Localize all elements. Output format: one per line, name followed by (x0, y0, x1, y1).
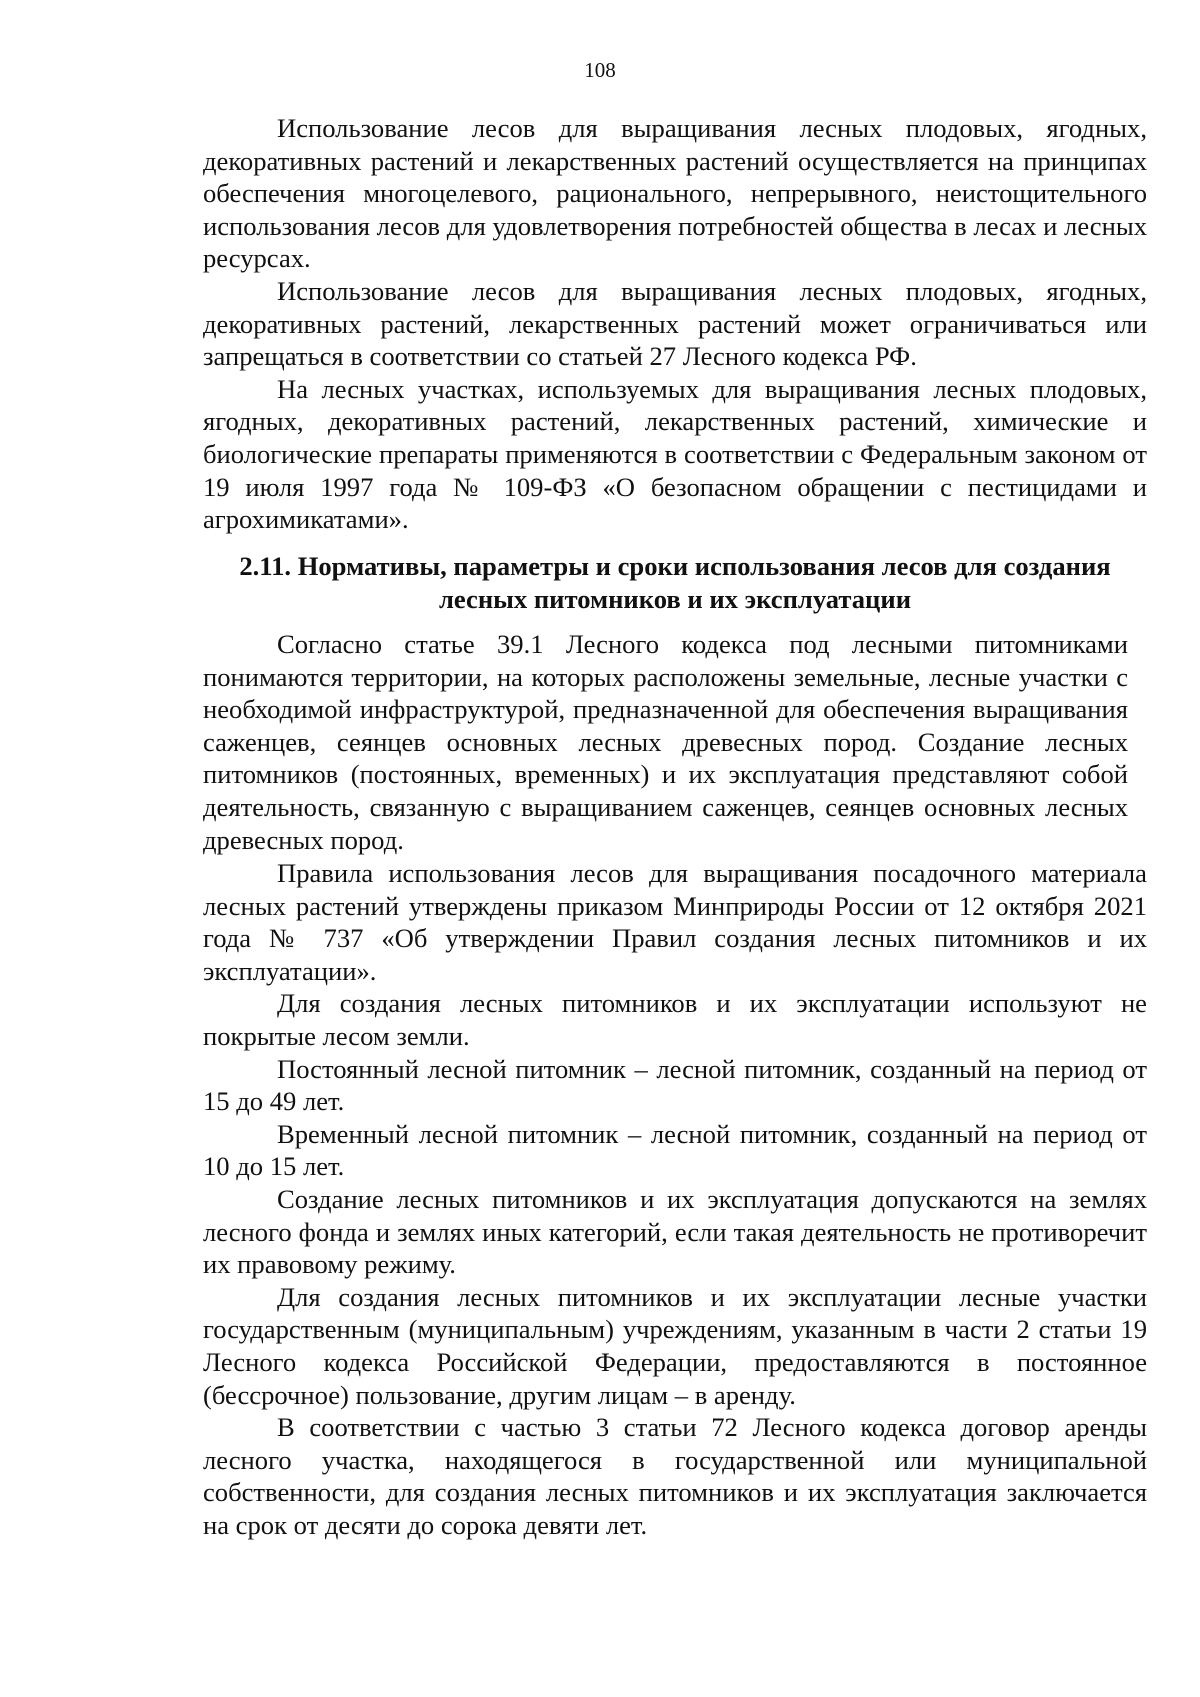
paragraph: Создание лесных питомников и их эксплуатация допускаются на землях лесного фонда и землях иных категорий, если такая деятельность не противоречит их правовому режиму. (203, 1183, 1147, 1280)
text-block-intro (203, 112, 1147, 536)
paragraph: Для создания лесных питомников и их эксплуатации используют не покрытые лесом земли. (203, 988, 1147, 1051)
paragraph: Правила использования лесов для выращивания посадочного материала лесных растений утверждены приказом Минприроды России от 12 октября 2021 года № 737 «Об утверждении Правил создания лесных питомников и их эксплуатации». (203, 858, 1147, 986)
paragraph: На лесных участках, используемых для выращивания лесных плодовых, ягодных, декоративных растений, лекарственных растений, химические и биологические препараты применяются в соответствии с Федеральным законом от 19 июля 1997 года № 109-ФЗ «О безопасном обращении с пестицидами и агрохимикатами». (203, 373, 1147, 535)
paragraph: Использование лесов для выращивания лесных плодовых, ягодных, декоративных растений и лекарственных растений осуществляется на принципах обеспечения многоцелевого, рационального, непрерывного, неистощительного использования лесов для удовлетворения потребностей общества в лесах и лесных ресурсах. (203, 113, 1147, 274)
section-heading: 2.11. Нормативы, параметры и сроки использования лесов для создания лесных питомников и их эксплуатации (239, 551, 1111, 614)
paragraph: Согласно статье 39.1 Лесного кодекса под лесными питомниками понимаются территории, на которых расположены земельные, лесные участки с необходимой инфраструктурой, предназначенной для обеспечения выращивания саженцев, сеянцев основных лесных древесных пород. Создание лесных питомников (постоянных, временных) и их эксплуатация представляют собой деятельность, связанную с выращиванием саженцев, сеянцев основных лесных древесных пород. (203, 629, 1128, 855)
paragraph: Постоянный лесной питомник – лесной питомник, созданный на период от 15 до 49 лет. (203, 1053, 1147, 1117)
paragraph: Временный лесной питомник – лесной питомник, созданный на период от 10 до 15 лет. (203, 1118, 1147, 1182)
paragraph: В соответствии с частью 3 статьи 72 Лесного кодекса договор аренды лесного участка, находящегося в государственной или муниципальной собственности, для создания лесных питомников и их эксплуатация заключается на срок от десяти до сорока девяти лет. (203, 1412, 1147, 1540)
paragraph: Использование лесов для выращивания лесных плодовых, ягодных, декоративных растений, лекарственных растений может ограничиваться или запрещаться в соответствии со статьей 27 Лесного кодекса РФ. (203, 275, 1147, 372)
text-block-definition (203, 628, 1128, 856)
page-number: 108 (584, 58, 616, 82)
text-block-rules (203, 857, 1147, 1541)
paragraph: Для создания лесных питомников и их эксплуатации лесные участки государственным (муниципальным) учреждениям, указанным в части 2 статьи 19 Лесного кодекса Российской Федерации, предоставляются в постоянное (бессрочное) пользование, другим лицам – в аренду. (203, 1281, 1147, 1410)
